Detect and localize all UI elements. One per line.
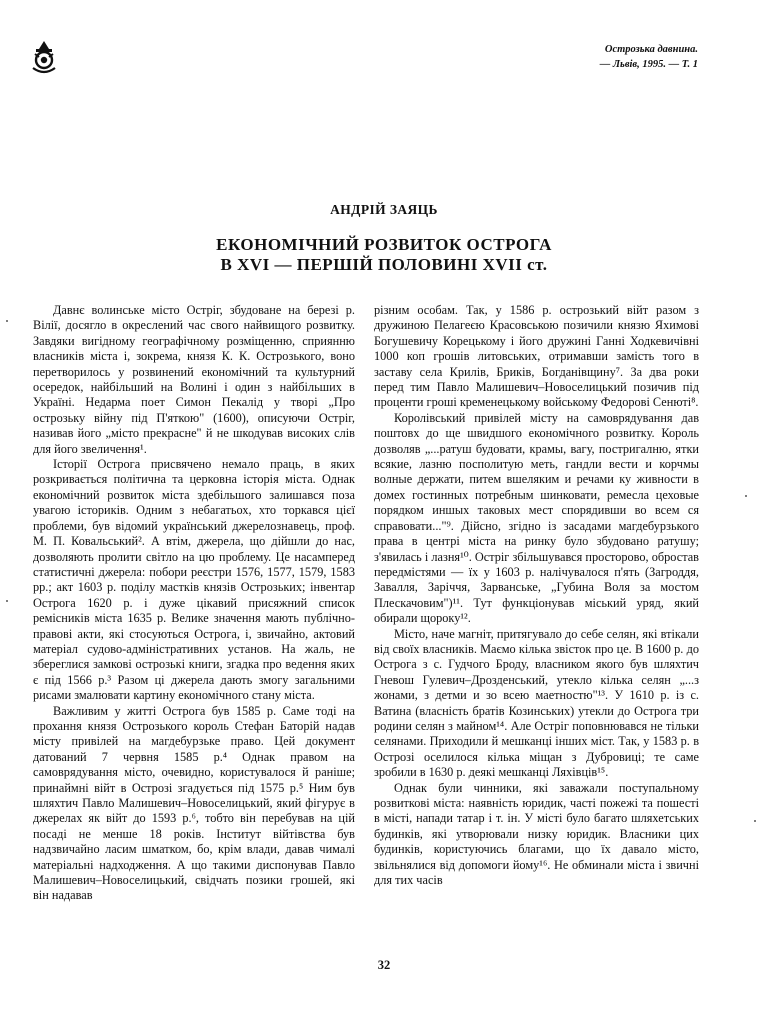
journal-reference [600,42,698,72]
page-number: 32 [377,958,391,972]
journal-imprint: — Львів, 1995. — Т. 1 [599,59,698,70]
paragraph: Важливим у житті Острога був 1585 р. Саме тоді на прохання князя Острозького король Стефан Баторій надав місту привілей на магдебурзьке право. Цей документ датований 7 червня 1585 р.⁴ Однак правом на самоврядування місто, очевидно, користувалося й раніше; принаймні війт в Острозі згадується під 1575 р.⁵ Ним був шляхтич Павло Малишевич–Новоселицький, який фігурує в джерелах як війт до 1593 р.⁶, тобто він перебував на цій посаді не менше 18 років. Інститут війтівства був надзвичайно ласим шматком, бо, крім влади, давав чималі матеріальні надходження. А що такими диспонував Павло Малишевич–Новоселицький, свідчать позики грошей, які він надавав [33,703,355,903]
paragraph: Місто, наче магніт, притягувало до себе селян, які втікали від своїх власників. Маємо кілька звісток про це. В 1600 р. до Острога з с. Гудчого Броду, власником якого був шляхтич Гневош Гулевич–Дрозденський, утекло кілька селян „...з жонами, з детми и зо всею маетностю"¹³. У 1610 р. із с. Ватина (власність братів Козинських) утекли до Острога три родини селян з майном¹⁴. Але Остріг поповнювався не тільки селянами. Приходили й мешканці інших міст. Так, у 1583 р. в Острозі оселилося кілька міщан з Дубровиці; те саме зробили в 1630 р. деякі мешканці Ляхівців¹⁵. [374,626,699,780]
paragraph: Давнє волинське місто Остріг, збудоване на березі р. Вілії, досягло в окреслений час свого найвищого розвитку. Завдяки вигідному географічному розміщенню, сприянню власників міста і, зокрема, князя К. К. Острозького, воно перетворилось у розвинений економічний та культурний осередок, найбільший на Волині і один з найбільших в Україні. Недарма поет Симон Пекалід у творі „Про острозьку війну під П'яткою" (1600), описуючи Остріг, називав його „місто прекрасне" й не шкодував високих слів для його звеличення¹. [33,303,355,456]
right-column [374,303,699,888]
article-title [0,235,768,275]
paragraph: Королівський привілей місту на самоврядування дав поштовх до ще швидшого економічного розвитку. Король дозволяв „...ратуш будовати, крамы, вагу, постригалню, ятки всякие, лазню посполитую меть, гандли вести и корчмы волные держати, питем вшеляким и речами ку живности в домех гостинных потребным шинковати, ремесла цеховые порядком иншых таковых мест спорядивши во всем ся справовати..."⁹. Дійсно, згідно із засадами магдебурзького права в центрі міста на ринку було збудовано ратушу; з'явилась і лазня¹⁰. Остріг збільшувався просторово, обростав передмістями — їх у 1603 р. налічувалося п'ять (Загроддя, Завалля, Заріччя, Зарванське, „Губина Воля за мостом Плескачовим")¹¹. Тут функціонував міський уряд, який обирали щороку¹². [374,410,699,626]
scan-speck [745,495,747,497]
journal-title: Острозька давнина. [604,44,698,55]
title-line-1: ЕКОНОМІЧНИЙ РОЗВИТОК ОСТРОГА [216,235,552,254]
left-column [33,303,355,904]
scan-speck [6,600,8,602]
scan-speck [6,320,8,322]
scan-speck [754,820,756,822]
paragraph: Історії Острога присвячено немало праць, в яких розкривається політична та церковна історія міста. Однак економічний розвиток міста здебільшого залишався поза увагою істориків. Одним з небагатьох, хто торкався цієї проблеми, був відомий український джерелознавець, проф. М. П. Ковальський². А втім, джерела, що дійшли до нас, дозволяють пролити світло на цю проблему. Це насамперед статистичні джерела: побори реєстри 1576, 1577, 1579, 1583 рр.; акт 1603 р. поділу мастків князів Острозьких; інвентар Острога 1620 р. і дуже цікавий присяжний список ремісників міста 1635 р. Велике значення мають публічно-правові акти, які стосуються Острога, і, звичайно, актовий матеріал судово-адміністративних установ. На жаль, не збереглися замкові острозькі книги, згадка про ведення яких є під 1566 р.³ Разом ці джерела дають змогу загальними рисами змалювати картину економічного стану міста. [33,457,355,703]
paragraph: різним особам. Так, у 1586 р. острозький війт разом з дружиною Пелагеєю Красовською позичили князю Яхимові Богушевичу Корецькому і його дружині Ганні Ходкевичівні 1000 коп грошів литовських, отримавши замість того в заставу села Крилів, Бриків, Богданівщину⁷. За два роки перед тим Павло Малишевич–Новоселицький позичив під проценти гроші кременецькому войському Федорові Сенюті⁸. [374,303,699,410]
article-author: АНДРІЙ ЗАЯЦЬ [330,202,438,217]
paragraph: Однак були чинники, які заважали поступальному розвиткові міста: наявність юридик, часті пожежі та пошесті в місті, напади татар і т. ін. У місті було багато шляхетських будинків, які утворювали низку юридик. Власники цих будинків, користуючись благами, що їх давало місто, звільнялися від допомоги йому¹⁶. Не обминали міста і звичні для тих часів [374,780,699,888]
emblem-icon [30,40,58,74]
title-line-2: В XVI — ПЕРШІЙ ПОЛОВИНІ XVII ст. [220,255,548,274]
